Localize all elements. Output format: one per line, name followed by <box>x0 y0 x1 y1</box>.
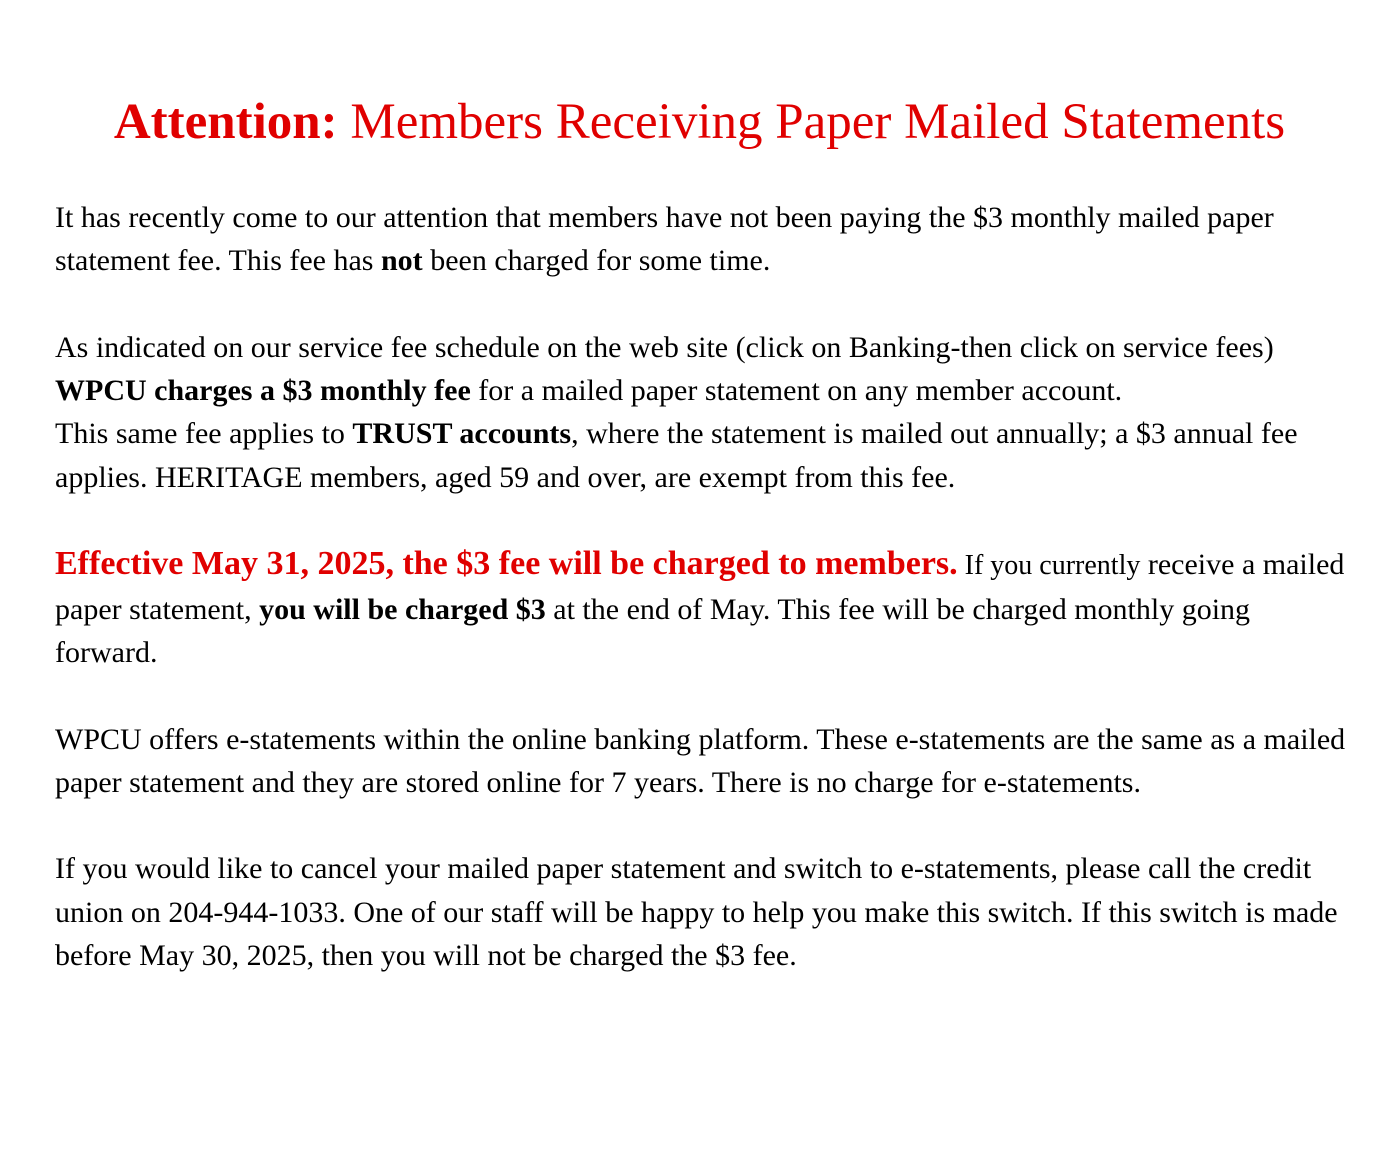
p1-text-1: It has recently come to our attention that members have not been paying the $3 monthly mailed paper statement fee. This fee has <box>55 201 1274 278</box>
paragraph-gap <box>55 804 1355 847</box>
paragraph-gap <box>55 674 1355 717</box>
paragraph-fee-schedule <box>55 326 1355 413</box>
paragraph-cancel-instructions: If you would like to cancel your mailed paper statement and switch to e-statements, please call the credit union on 204-944-1033. One of our staff will be happy to help you make this switch. If this switch is made before May 30, 2025, then you will not be charged the $3 fee. <box>55 852 1338 973</box>
p4-text-3: at the end of May. This fee will be charged monthly going forward. <box>55 592 1251 669</box>
paragraph-effective-date <box>55 542 1355 674</box>
paragraph-gap <box>55 283 1355 326</box>
p1-bold-not: not <box>381 244 423 278</box>
p2-bold-fee: WPCU charges a $3 monthly fee <box>55 374 471 408</box>
page-title <box>0 92 1399 152</box>
notice-body <box>55 196 1355 977</box>
paragraph-gap <box>55 499 1355 542</box>
title-rest: Members Receiving Paper Mailed Statements <box>337 94 1286 150</box>
paragraph-trust-accounts <box>55 412 1355 499</box>
effective-date-notice: Effective May 31, 2025, the $3 fee will be charged to members. <box>55 545 958 583</box>
p4-bold-charged: you will be charged $3 <box>259 592 546 626</box>
p4-text-1: If you currently <box>957 550 1141 582</box>
p4-text-2: receive a mailed paper statement, <box>55 548 1345 626</box>
p3-text-1: This same fee applies to <box>55 417 353 451</box>
p3-bold-trust: TRUST accounts <box>352 417 572 451</box>
paragraph-e-statements: WPCU offers e-statements within the online banking platform. These e-statements are the same as a mailed paper statement and they are stored online for 7 years. There is no charge for e-statements. <box>55 722 1346 799</box>
title-lead: Attention: <box>113 94 338 150</box>
p1-text-2: been charged for some time. <box>422 244 771 278</box>
p2-text-2: for a mailed paper statement on any member account. <box>470 374 1123 408</box>
p2-text-1: As indicated on our service fee schedule on the web site (click on Banking-then click on service fees) <box>55 330 1274 364</box>
paragraph-fee-not-charged <box>55 196 1355 283</box>
p3-text-2: , where the statement is mailed out annually; a $3 annual fee applies. HERITAGE members, aged 59 and over, are exempt from this fee. <box>55 417 1298 494</box>
